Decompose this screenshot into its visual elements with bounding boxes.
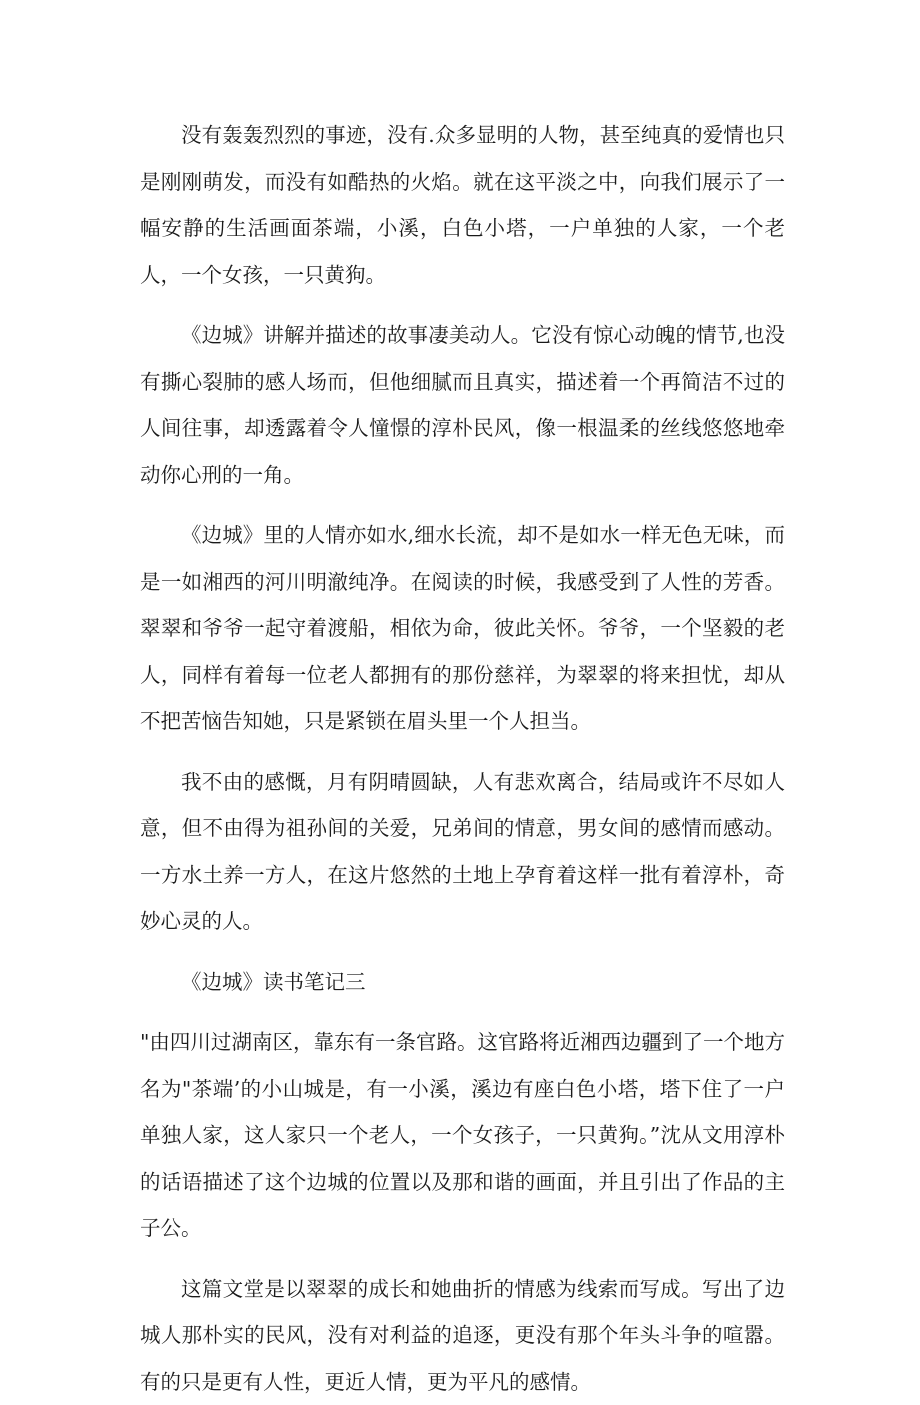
paragraph-4: 我不由的感慨，月有阴晴圆缺，人有悲欢离合，结局或许不尽如人意，但不由得为祖孙间的关爱，兄弟间的情意，男女间的感情而感动。一方水土养一方人，在这片悠然的土地上孕育着这样一批有着淳朴，奇妙心灵的人。	[140, 759, 785, 945]
paragraph-3: 《边城》里的人情亦如水,细水长流，却不是如水一样无色无味，而是一如湘西的河川明澈纯净。在阅读的时候，我感受到了人性的芳香。翠翠和爷爷一起守着渡船，相依为命，彼此关怀。爷爷，一个坚毅的老人，同样有着每一位老人都拥有的那份慈祥，为翠翠的将来担忧，却从不把苦恼告知她，只是紧锁在眉头里一个人担当。	[140, 512, 785, 745]
document-body	[140, 112, 785, 1405]
paragraph-gap	[140, 1252, 785, 1266]
paragraph-1: 没有轰轰烈烈的事迹，没有.众多显明的人物，甚至纯真的爱情也只是刚刚萌发，而没有如酷热的火焰。就在这平淡之中，向我们展示了一幅安静的生活画面茶端，小溪，白色小塔，一户单独的人家，一个老人，一个女孩，一只黄狗。	[140, 112, 785, 298]
paragraph-gap	[140, 945, 785, 959]
paragraph-5: "由四川过湖南区，靠东有一条官路。这官路将近湘西边疆到了一个地方名为"茶端’的小山城是，有一小溪，溪边有座白色小塔，塔下住了一户单独人家，这人家只一个老人，一个女孩子，一只黄狗。”沈从文用淳朴的话语描述了这个边城的位置以及那和谐的画面，并且引出了作品的主子公。	[140, 1019, 785, 1252]
paragraph-gap	[140, 498, 785, 512]
paragraph-6: 这篇文堂是以翠翠的成长和她曲折的情感为线索而写成。写出了边城人那朴实的民风，没有对利益的追逐，更没有那个年头斗争的喧嚣。有的只是更有人性，更近人情，更为平凡的感情。	[140, 1266, 785, 1405]
paragraph-gap	[140, 745, 785, 759]
paragraph-gap	[140, 1005, 785, 1019]
paragraph-gap	[140, 298, 785, 312]
paragraph-2: 《边城》讲解并描述的故事凄美动人。它没有惊心动魄的情节,也没有撕心裂肺的感人场而，但他细腻而且真实，描述着一个再简洁不过的人间往事，却透露着令人憧憬的淳朴民风，像一根温柔的丝线悠悠地牵动你心刑的一角。	[140, 312, 785, 498]
section-heading: 《边城》读书笔记三	[140, 959, 785, 1006]
